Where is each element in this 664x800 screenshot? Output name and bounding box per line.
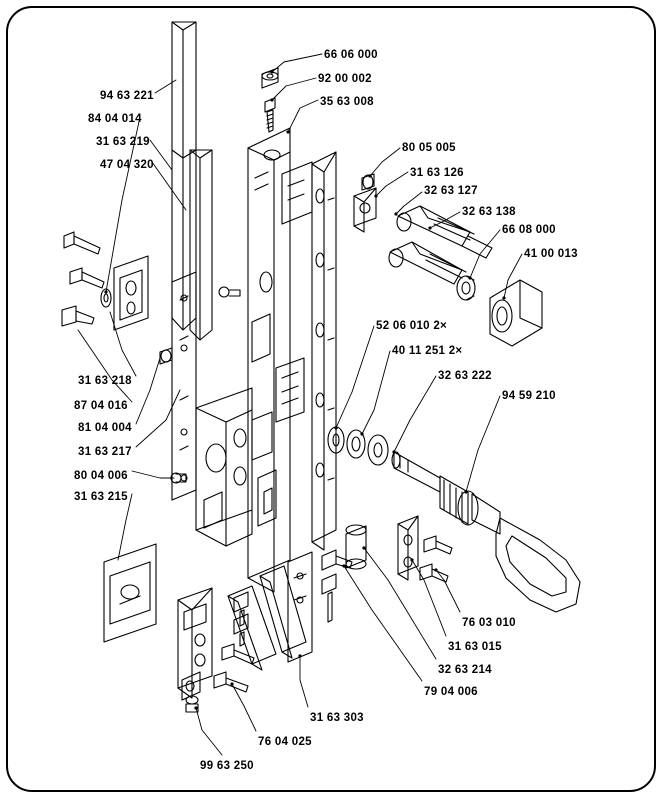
part-screw-76-04-025-a xyxy=(222,644,254,664)
part-label-32-63-214: 32 63 214 xyxy=(438,664,492,676)
part-label-84-04-014: 84 04 014 xyxy=(88,113,142,125)
part-80-05-005-screw xyxy=(362,174,374,190)
part-screw-76-04-025-b xyxy=(214,672,248,692)
part-label-66-06-000: 66 06 000 xyxy=(324,49,378,61)
part-screw-2 xyxy=(70,268,104,288)
part-label-41-00-013: 41 00 013 xyxy=(524,248,578,260)
part-31-63-126-block xyxy=(354,188,376,232)
part-label-80-04-006: 80 04 006 xyxy=(74,470,128,482)
part-41-00-013-knob xyxy=(490,280,542,346)
part-label-31-63-217: 31 63 217 xyxy=(78,446,132,458)
part-label-31-63-218: 31 63 218 xyxy=(78,375,132,387)
part-label-31-63-303: 31 63 303 xyxy=(310,712,364,724)
part-label-79-04-006: 79 04 006 xyxy=(424,686,478,698)
part-label-94-63-221: 94 63 221 xyxy=(100,90,154,102)
part-label-76-03-010: 76 03 010 xyxy=(462,617,516,629)
part-label-76-04-025: 76 04 025 xyxy=(258,736,312,748)
part-slider-block xyxy=(276,162,312,422)
part-bottom-block-99-63-250 xyxy=(178,588,212,712)
part-gas-strut-lower xyxy=(389,242,466,284)
part-label-31-63-215: 31 63 215 xyxy=(74,491,128,503)
part-label-47-04-320: 47 04 320 xyxy=(100,159,154,171)
part-main-column xyxy=(248,128,290,592)
part-screw-3 xyxy=(62,306,94,326)
part-pin-a xyxy=(219,287,240,297)
part-tall-rail-right xyxy=(190,150,212,340)
part-label-32-63-222: 32 63 222 xyxy=(438,370,492,382)
part-tall-rail-left xyxy=(172,22,196,330)
part-screw-76-03-010-a xyxy=(424,536,452,554)
part-label-32-63-127: 32 63 127 xyxy=(424,185,478,197)
part-screw-80-04-006-lower xyxy=(234,592,248,626)
part-label-35-63-008: 35 63 008 xyxy=(320,96,374,108)
part-pin-b xyxy=(160,348,172,364)
part-label-66-08-000: 66 08 000 xyxy=(502,224,556,236)
part-66-08-000-washer xyxy=(457,276,475,300)
part-screw-vertical-a xyxy=(322,574,336,622)
part-main-housing xyxy=(196,388,252,546)
part-long-flat-bar xyxy=(172,272,196,500)
part-label-87-04-016: 87 04 016 xyxy=(74,400,128,412)
part-plate-31-63-303-b xyxy=(288,552,312,662)
part-label-92-00-002: 92 00 002 xyxy=(318,73,372,85)
part-label-81-04-004: 81 04 004 xyxy=(78,422,132,434)
part-plate-31-63-303-a xyxy=(260,566,306,658)
part-small-plate-left xyxy=(114,256,148,330)
part-bracket-31-63-015 xyxy=(398,516,418,580)
part-screw-81-04-004-lower xyxy=(234,614,248,646)
part-label-31-63-015: 31 63 015 xyxy=(448,641,502,653)
part-screw-1 xyxy=(64,232,100,254)
part-66-06-000-nut xyxy=(262,68,278,88)
part-screw-79-04-006 xyxy=(322,550,352,570)
part-shaft-32-63-222 xyxy=(392,452,440,492)
part-mounting-plate-31-63-215 xyxy=(104,544,156,642)
part-92-00-002-screw xyxy=(265,98,275,132)
part-label-52-06-010: 52 06 010 2× xyxy=(376,320,448,332)
part-guide-rail xyxy=(312,152,336,550)
part-washer-40-11-251-b xyxy=(368,435,388,465)
part-gear-knob-94-59-210 xyxy=(440,476,580,612)
part-label-32-63-138: 32 63 138 xyxy=(462,206,516,218)
part-label-40-11-251: 40 11 251 2× xyxy=(392,345,463,357)
part-label-99-63-250: 99 63 250 xyxy=(200,760,254,772)
part-label-94-59-210: 94 59 210 xyxy=(502,390,556,402)
part-label-80-05-005: 80 05 005 xyxy=(402,142,456,154)
part-label-31-63-126: 31 63 126 xyxy=(410,167,464,179)
part-label-31-63-219: 31 63 219 xyxy=(96,136,150,148)
